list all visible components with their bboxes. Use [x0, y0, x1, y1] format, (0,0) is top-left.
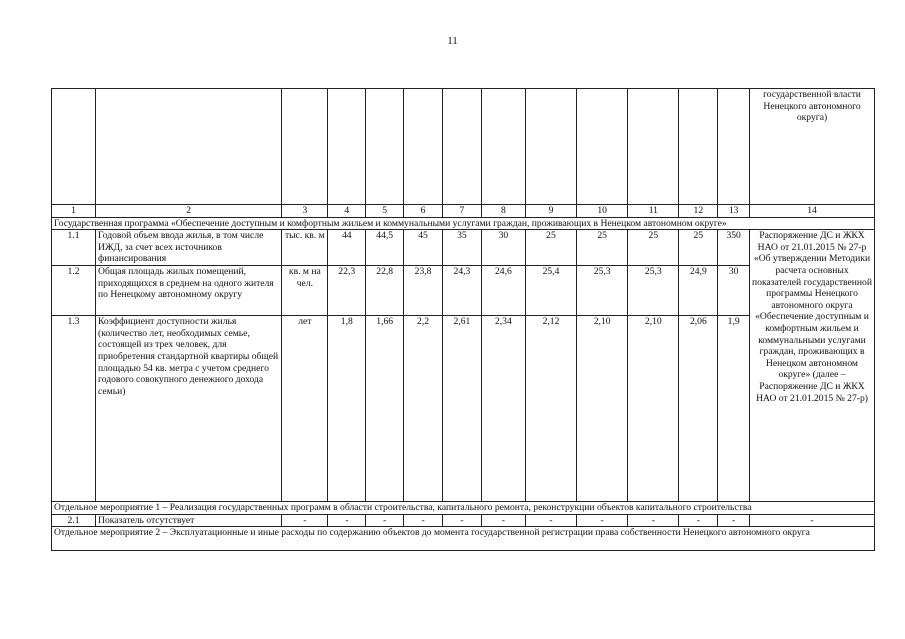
column-number: 12: [679, 205, 718, 218]
value-cell: 25: [628, 230, 679, 266]
unit-cell: -: [282, 514, 328, 527]
value-cell: 2,10: [628, 316, 679, 502]
source-note: -: [750, 514, 875, 527]
header-cell: [404, 89, 443, 205]
value-cell: 2,10: [577, 316, 628, 502]
measure-title: Отдельное мероприятие 2 – Эксплуатационные и иные расходы по содержанию объектов до момента государственной регистрации права собственности Ненецкого автономного округа: [52, 527, 875, 551]
value-cell: -: [718, 514, 750, 527]
value-cell: -: [366, 514, 404, 527]
header-cell: [481, 89, 525, 205]
value-cell: 35: [442, 230, 481, 266]
indicator-name: Показатель отсутствует: [96, 514, 282, 527]
measure-row: [52, 527, 875, 551]
value-cell: 24,6: [481, 266, 525, 316]
row-number: 1.2: [52, 266, 96, 316]
column-number: 4: [328, 205, 366, 218]
column-number: 6: [404, 205, 443, 218]
column-number: 2: [96, 205, 282, 218]
header-cell: [628, 89, 679, 205]
value-cell: 1,9: [718, 316, 750, 502]
value-cell: -: [481, 514, 525, 527]
value-cell: 2,61: [442, 316, 481, 502]
value-cell: -: [577, 514, 628, 527]
indicator-name: Годовой объем ввода жилья, в том числе ИЖД, за счет всех источников финансирования: [96, 230, 282, 266]
measure-title: Отдельное мероприятие 1 – Реализация государственных программ в области строительства, капитального ремонта, реконструкции объектов капитального строительства: [52, 502, 875, 515]
program-row: [52, 217, 875, 230]
header-continuation-row: [52, 89, 875, 205]
value-cell: 25,3: [628, 266, 679, 316]
unit-cell: тыс. кв. м: [282, 230, 328, 266]
value-cell: 25,4: [525, 266, 576, 316]
column-number: 14: [750, 205, 875, 218]
value-cell: 350: [718, 230, 750, 266]
header-cell: [525, 89, 576, 205]
value-cell: 24,9: [679, 266, 718, 316]
value-cell: -: [404, 514, 443, 527]
column-number: 13: [718, 205, 750, 218]
header-continued-text: государственной власти Ненецкого автономного округа): [750, 89, 875, 205]
table-row: [52, 230, 875, 266]
value-cell: 22,8: [366, 266, 404, 316]
value-cell: -: [525, 514, 576, 527]
header-cell: [679, 89, 718, 205]
column-number: 7: [442, 205, 481, 218]
header-cell: [718, 89, 750, 205]
column-number: 5: [366, 205, 404, 218]
unit-cell: кв. м на чел.: [282, 266, 328, 316]
page-number: 11: [447, 35, 458, 47]
column-number: 3: [282, 205, 328, 218]
value-cell: 2,12: [525, 316, 576, 502]
value-cell: 25: [577, 230, 628, 266]
value-cell: 44: [328, 230, 366, 266]
column-number: 8: [481, 205, 525, 218]
value-cell: 44,5: [366, 230, 404, 266]
value-cell: -: [328, 514, 366, 527]
column-number: 10: [577, 205, 628, 218]
column-number: 11: [628, 205, 679, 218]
indicator-name: Коэффициент доступности жилья (количество лет, необходимых семье, состоящей из трех человек, для приобретения стандартной квартиры общей площадью 54 кв. метра с учетом среднего годового совокупного денежного дохода семьи): [96, 316, 282, 502]
column-number: 9: [525, 205, 576, 218]
table-row: [52, 514, 875, 527]
header-cell: [366, 89, 404, 205]
value-cell: 25,3: [577, 266, 628, 316]
header-cell: [52, 89, 96, 205]
row-number: 1.3: [52, 316, 96, 502]
indicators-table: [51, 88, 875, 551]
column-number: 1: [52, 205, 96, 218]
unit-cell: лет: [282, 316, 328, 502]
measure-row: [52, 502, 875, 515]
value-cell: 23,8: [404, 266, 443, 316]
value-cell: 25: [679, 230, 718, 266]
column-number-row: [52, 205, 875, 218]
row-number: 2.1: [52, 514, 96, 527]
value-cell: -: [628, 514, 679, 527]
value-cell: 30: [718, 266, 750, 316]
value-cell: 2,06: [679, 316, 718, 502]
value-cell: -: [442, 514, 481, 527]
program-title: Государственная программа «Обеспечение доступным и комфортным жильем и коммунальными услугами граждан, проживающих в Ненецком автономном округе»: [52, 217, 875, 230]
header-cell: [282, 89, 328, 205]
value-cell: -: [679, 514, 718, 527]
header-cell: [577, 89, 628, 205]
value-cell: 2,2: [404, 316, 443, 502]
value-cell: 22,3: [328, 266, 366, 316]
value-cell: 25: [525, 230, 576, 266]
source-note: Распоряжение ДС и ЖКХ НАО от 21.01.2015 № 27-р «Об утверждении Методики расчета основных показателей государственной программы Ненецкого автономного округа «Обеспечение доступным и комфортным жильем и коммунальными услугами граждан, проживающих в Ненецком автономном округе» (далее – Распоряжение ДС и ЖКХ НАО от 21.01.2015 № 27-р): [750, 230, 875, 502]
header-cell: [96, 89, 282, 205]
header-cell: [442, 89, 481, 205]
value-cell: 1,8: [328, 316, 366, 502]
row-number: 1.1: [52, 230, 96, 266]
value-cell: 30: [481, 230, 525, 266]
value-cell: 45: [404, 230, 443, 266]
value-cell: 2,34: [481, 316, 525, 502]
indicator-name: Общая площадь жилых помещений, приходящихся в среднем на одного жителя по Ненецкому автономному округу: [96, 266, 282, 316]
value-cell: 1,66: [366, 316, 404, 502]
value-cell: 24,3: [442, 266, 481, 316]
header-cell: [328, 89, 366, 205]
